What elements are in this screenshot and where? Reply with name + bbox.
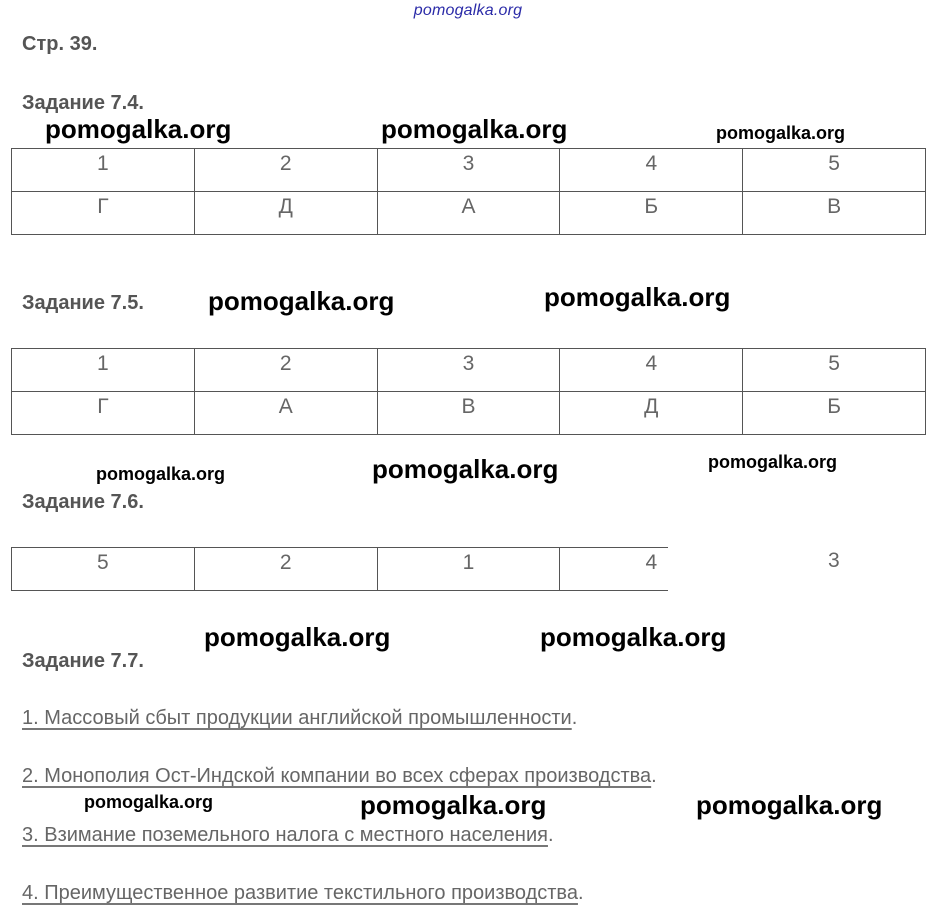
top-watermark: pomogalka.org [413, 2, 523, 19]
table-cell: 1 [12, 349, 195, 392]
watermark: pomogalka.org [381, 114, 568, 144]
table-cell: Г [12, 192, 195, 235]
table-cell: 4 [560, 349, 743, 392]
list-item-period: . [577, 882, 584, 904]
table-cell: 2 [194, 149, 377, 192]
list-item-period: . [547, 824, 554, 846]
list-item [22, 824, 554, 847]
table-row [12, 392, 926, 435]
watermark: pomogalka.org [360, 790, 547, 820]
watermark: pomogalka.org [96, 464, 226, 484]
table-cell: В [377, 392, 560, 435]
table-cell: 3 [828, 549, 840, 572]
list-item [22, 707, 577, 730]
list-item [22, 765, 657, 788]
table-cell: Б [560, 192, 743, 235]
watermark: pomogalka.org [372, 454, 559, 484]
table-cell: 5 [12, 548, 195, 591]
watermark: pomogalka.org [45, 114, 232, 144]
watermark: pomogalka.org [696, 790, 883, 820]
watermark: pomogalka.org [544, 282, 731, 312]
table-cell: 1 [12, 149, 195, 192]
watermark: pomogalka.org [204, 622, 391, 652]
watermark: pomogalka.org [208, 286, 395, 316]
table-cell: 4 [560, 548, 743, 591]
page-reference: Стр. 39. [22, 33, 98, 55]
list-item-text: 2. Монополия Ост-Индской компании во всех сферах производства [22, 765, 652, 787]
table-cell: Д [560, 392, 743, 435]
table-cell: 4 [560, 149, 743, 192]
table-cell: А [194, 392, 377, 435]
table-row [12, 149, 926, 192]
table-row [12, 349, 926, 392]
table-cell: Д [194, 192, 377, 235]
table-cell: 2 [194, 548, 377, 591]
watermark: pomogalka.org [716, 123, 846, 143]
list-item-text: 3. Взимание поземельного налога с местного населения [22, 824, 548, 846]
table-row [12, 192, 926, 235]
task-7-5-table [11, 348, 926, 435]
table-cell: 1 [377, 548, 560, 591]
task-7-4-table [11, 148, 926, 235]
task-7-6-heading: Задание 7.6. [22, 491, 144, 513]
table-cell: В [743, 192, 926, 235]
table-cell: 5 [743, 349, 926, 392]
task-7-5-heading: Задание 7.5. [22, 292, 144, 314]
list-item-text: 1. Массовый сбыт продукции английской промышленности [22, 707, 572, 729]
table-cell: 2 [194, 349, 377, 392]
list-item-text: 4. Преимущественное развитие текстильного производства [22, 882, 578, 904]
list-item [22, 882, 584, 905]
watermark: pomogalka.org [84, 792, 214, 812]
table-cell: Б [743, 392, 926, 435]
table-cutoff-mask [668, 540, 936, 592]
list-item-period: . [651, 765, 657, 787]
table-cell: Г [12, 392, 195, 435]
table-cell: 5 [743, 149, 926, 192]
table-cell: 3 [377, 349, 560, 392]
task-7-7-heading: Задание 7.7. [22, 650, 144, 672]
table-cell: А [377, 192, 560, 235]
task-7-4-heading: Задание 7.4. [22, 92, 144, 114]
watermark: pomogalka.org [708, 452, 838, 472]
table-cell: 3 [377, 149, 560, 192]
watermark: pomogalka.org [540, 622, 727, 652]
list-item-period: . [571, 707, 578, 729]
